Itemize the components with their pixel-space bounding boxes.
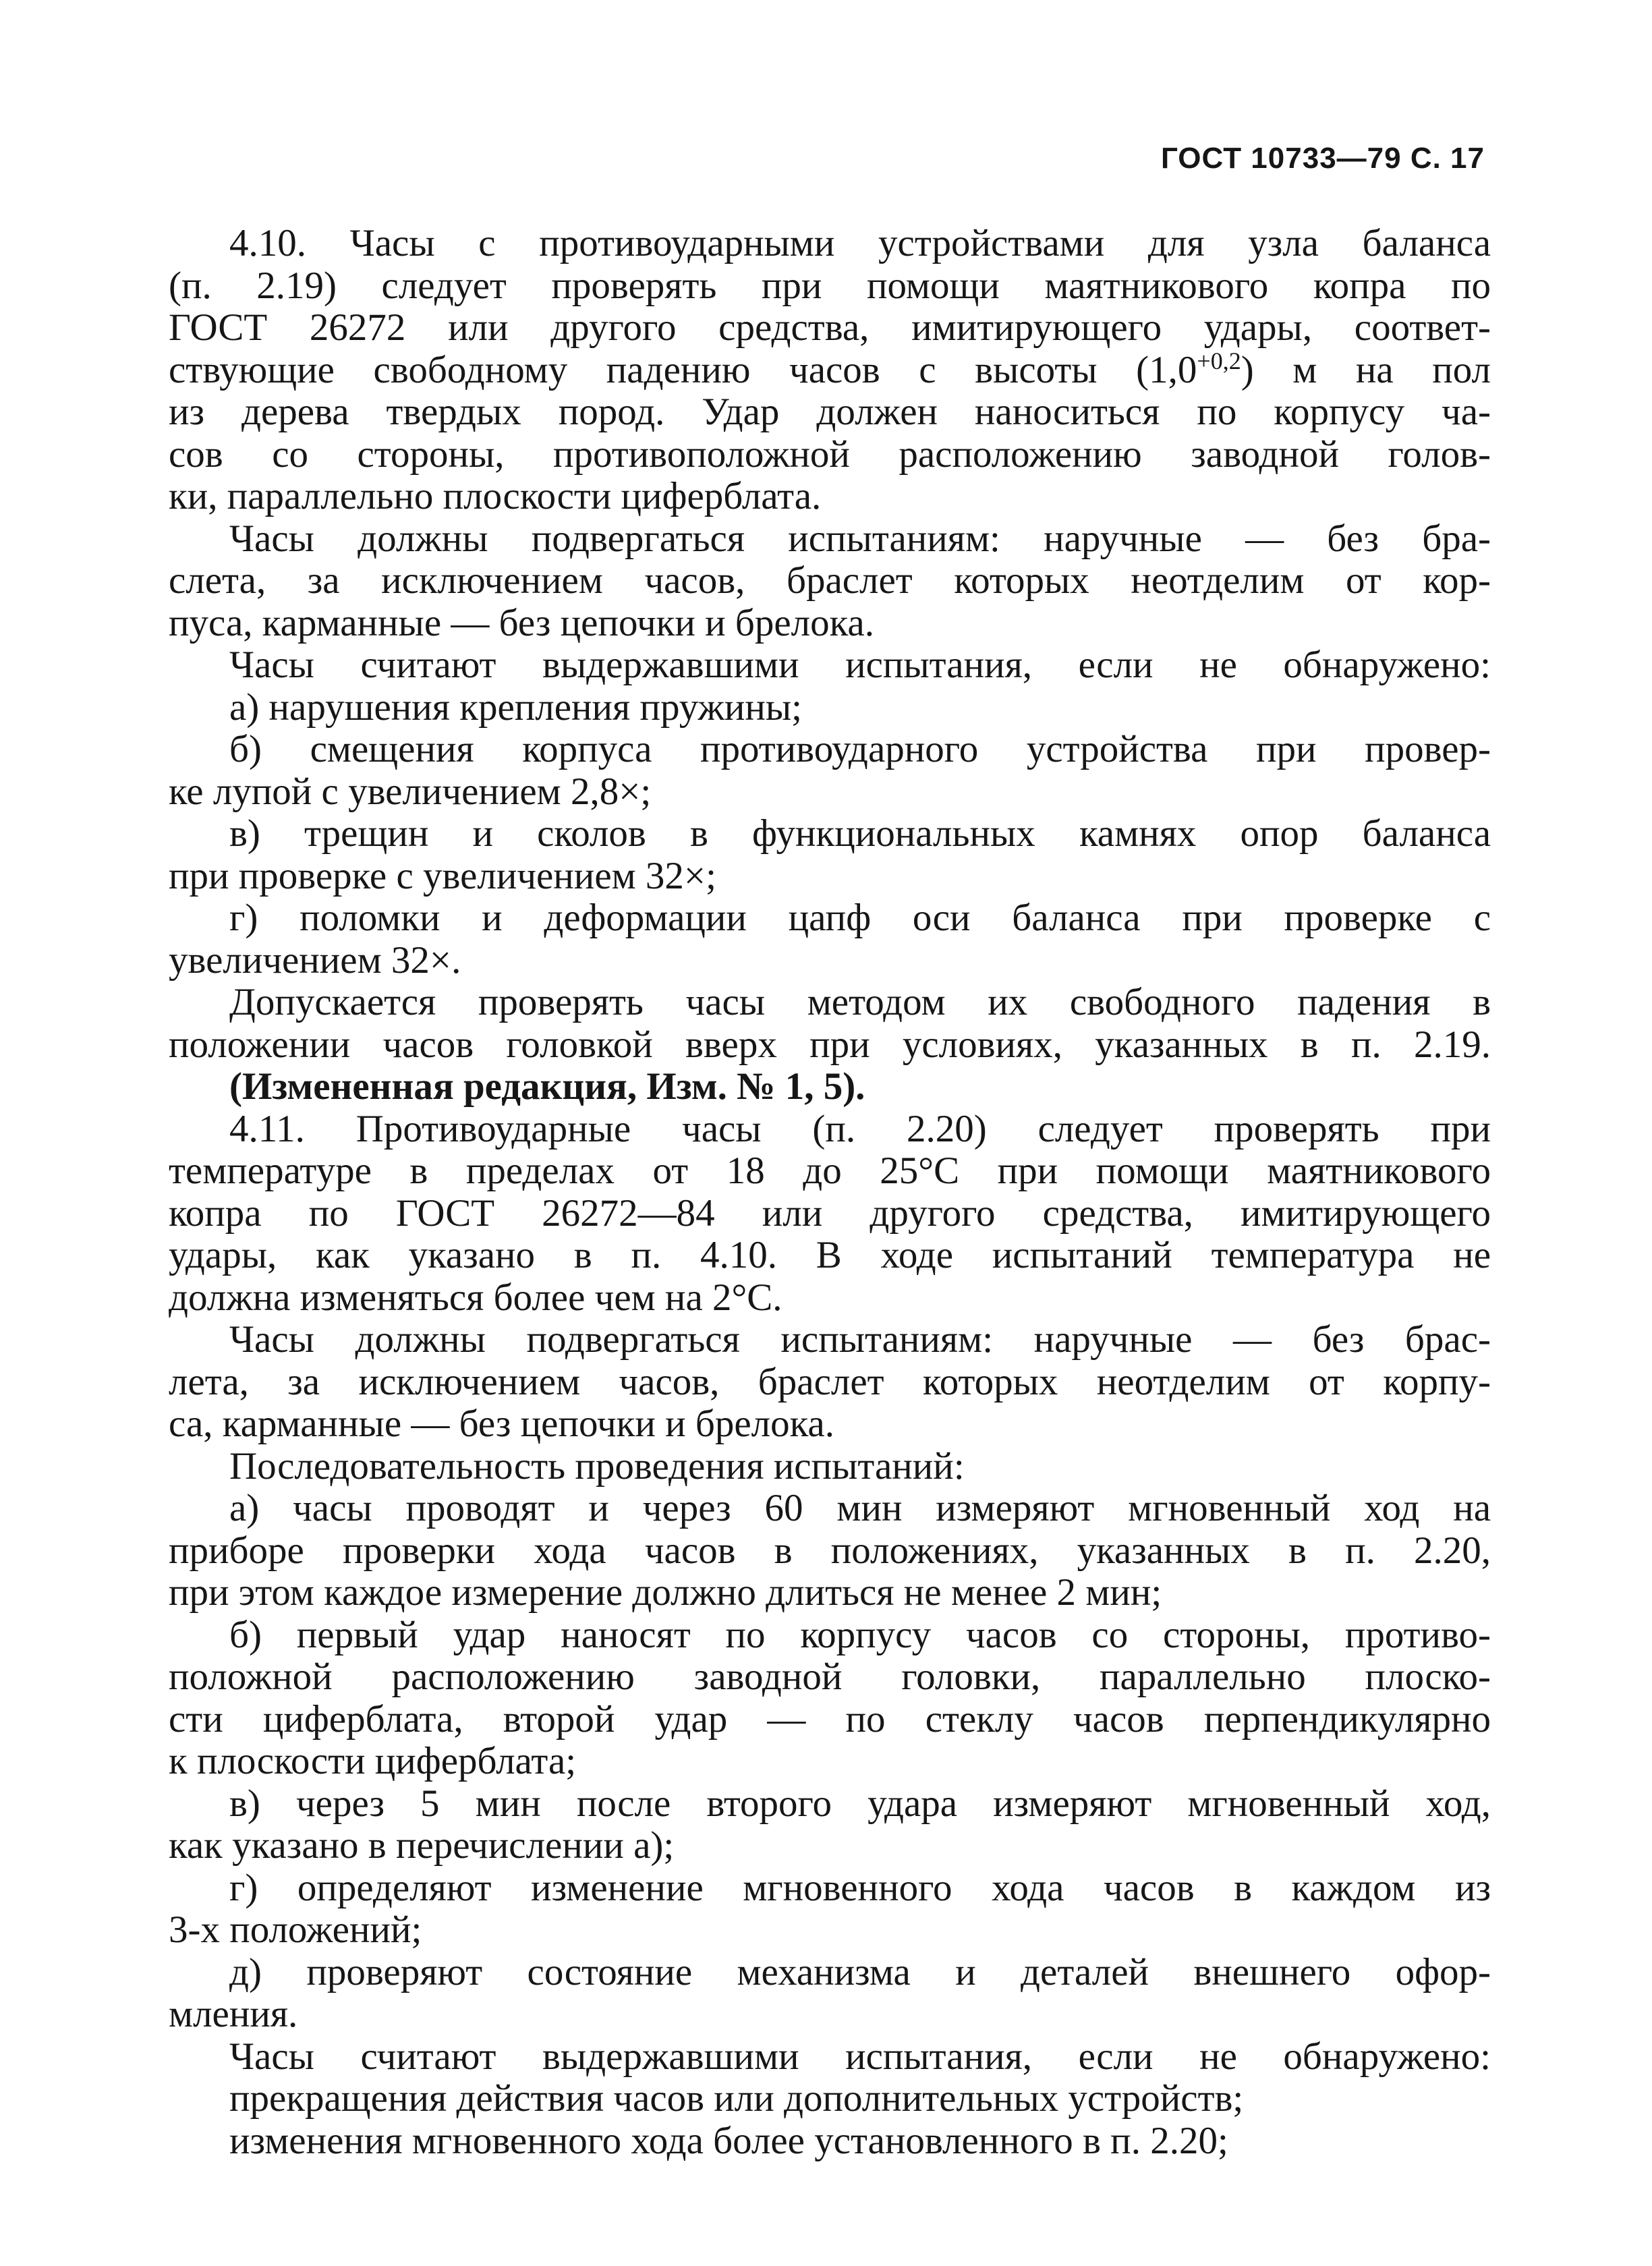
text-line: увеличением 32×.: [169, 938, 461, 982]
text-line: удары, как указано в п. 4.10. В ходе испытаний температура не: [169, 1234, 1491, 1276]
text-line: (п. 2.19) следует проверять при помощи маятникового копра по: [169, 264, 1491, 307]
text-line: лета, за исключением часов, браслет которых неотделим от корпу-: [169, 1360, 1491, 1403]
text-line: Допускается проверять часы методом их свободного падения в: [229, 981, 1491, 1023]
text-line: са, карманные — без цепочки и брелока.: [169, 1403, 834, 1445]
text-line: а) часы проводят и через 60 мин измеряют мгновенный ход на: [229, 1487, 1491, 1529]
text-line: при этом каждое измерение должно длиться не менее 2 мин;: [169, 1571, 1162, 1614]
document-body: [169, 223, 1491, 2162]
text-line: ки, параллельно плоскости циферблата.: [169, 475, 822, 517]
text-line: положной расположению заводной головки, параллельно плоско-: [169, 1655, 1491, 1698]
text-line: при проверке с увеличением 32×;: [169, 854, 716, 897]
text-line: Часы должны подвергаться испытаниям: наручные — без бра-: [229, 517, 1491, 560]
text-line: б) смещения корпуса противоударного устройства при провер-: [229, 728, 1491, 770]
text-line: 4.11. Противоударные часы (п. 2.20) следует проверять при: [229, 1107, 1491, 1150]
text-line: сти циферблата, второй удар — по стеклу часов перпендикулярно: [169, 1697, 1491, 1740]
text-line: из дерева твердых пород. Удар должен наноситься по корпусу ча-: [169, 391, 1491, 433]
text-line: а) нарушения крепления пружины;: [229, 685, 802, 729]
text-line: приборе проверки хода часов в положениях, указанных в п. 2.20,: [169, 1529, 1491, 1572]
text-line: Часы считают выдержавшими испытания, если не обнаружено:: [229, 644, 1491, 686]
text-line: пуса, карманные — без цепочки и брелока.: [169, 601, 874, 644]
text-line: ГОСТ 26272 или другого средства, имитирующего удары, соответ-: [169, 306, 1491, 349]
text-line: 4.10. Часы с противоударными устройствами для узла баланса: [229, 222, 1491, 264]
text-segment: ) м на пол: [1241, 348, 1491, 391]
text-line: д) проверяют состояние механизма и деталей внешнего офор-: [229, 1950, 1491, 1993]
text-line: слета, за исключением часов, браслет которых неотделим от кор-: [169, 559, 1491, 602]
text-line: в) трещин и сколов в функциональных камнях опор баланса: [229, 812, 1491, 855]
text-line: прекращения действия часов или дополнительных устройств;: [229, 2077, 1244, 2120]
amendment-note: (Измененная редакция, Изм. № 1, 5).: [229, 1065, 865, 1108]
text-line: положении часов головкой вверх при условиях, указанных в п. 2.19.: [169, 1023, 1491, 1066]
text-line: должна изменяться более чем на 2°С.: [169, 1276, 782, 1319]
text-line: мления.: [169, 1993, 298, 2035]
text-line: б) первый удар наносят по корпусу часов со стороны, противо-: [229, 1613, 1491, 1656]
text-line: Последовательность проведения испытаний:: [229, 1444, 965, 1488]
text-line: ке лупой с увеличением 2,8×;: [169, 770, 652, 813]
text-line: 3-х положений;: [169, 1908, 422, 1951]
page-header: ГОСТ 10733—79 С. 17: [1160, 142, 1485, 175]
text-line: к плоскости циферблата;: [169, 1740, 577, 1782]
text-line: как указано в перечислении а);: [169, 1824, 675, 1867]
text-line: г) поломки и деформации цапф оси баланса при проверке с: [229, 897, 1491, 939]
text-line: копра по ГОСТ 26272—84 или другого средства, имитирующего: [169, 1191, 1491, 1235]
text-line: температуре в пределах от 18 до 25°С при помощи маятникового: [169, 1150, 1491, 1192]
text-line: в) через 5 мин после второго удара измеряют мгновенный ход,: [229, 1782, 1491, 1825]
text-line: [169, 349, 1491, 392]
text-line: сов со стороны, противоположной расположению заводной голов-: [169, 432, 1491, 476]
text-segment: ствующие свободному падению часов с высоты (1,0: [169, 348, 1197, 391]
text-line: Часы считают выдержавшими испытания, если не обнаружено:: [229, 2035, 1491, 2078]
text-line: изменения мгновенного хода более установленного в п. 2.20;: [229, 2119, 1228, 2162]
text-line: Часы должны подвергаться испытаниям: наручные — без брас-: [229, 1318, 1491, 1361]
text-line: г) определяют изменение мгновенного хода часов в каждом из: [229, 1866, 1491, 1909]
superscript: +0,2: [1197, 347, 1241, 374]
